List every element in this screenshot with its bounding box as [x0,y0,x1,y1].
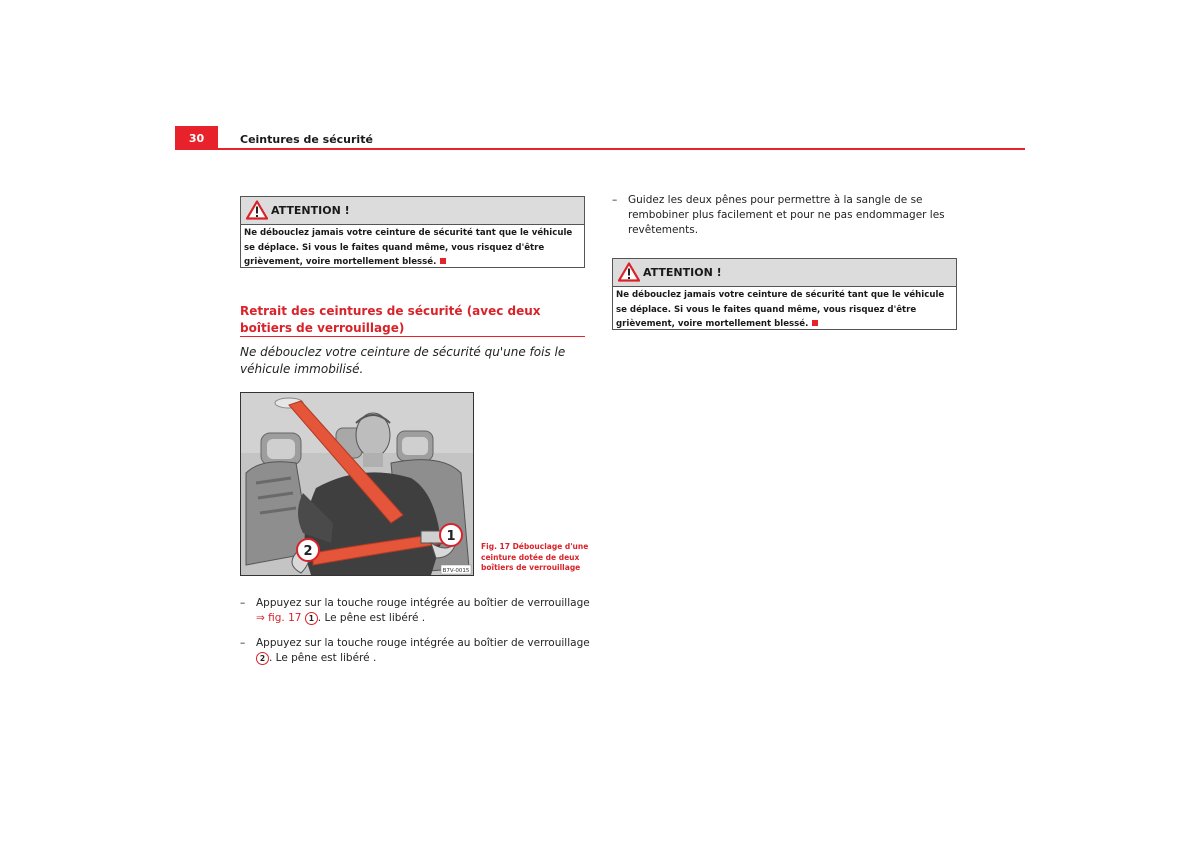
warning-header [241,197,584,225]
callout-ref-1: 1 [305,612,318,625]
figure-code: B7V-0015 [442,568,470,574]
section-heading: Retrait des ceintures de sécurité (avec deux boîtiers de verrouillage) [240,304,541,335]
warning-text-content: Ne débouclez jamais votre ceinture de sécurité tant que le véhicule se déplace. Si vous le faites quand même, vous risquez d'être grièvement, voire mortellement blessé. [244,228,573,267]
red-square-icon [440,258,446,264]
step-text: Appuyez sur la touche rouge intégrée au boîtier de verrouillage [256,597,590,609]
step-text-end: . Le pêne est libéré . [269,652,377,664]
step-dash: – [240,597,246,609]
warning-box-left [240,196,585,268]
step-dash: – [240,637,246,649]
seatbelt-illustration [240,392,474,576]
warning-text-content: Ne débouclez jamais votre ceinture de sécurité tant que le véhicule se déplace. Si vous le faites quand même, vous risquez d'être grièvement, voire mortellement blessé. [616,290,945,329]
warning-title: ATTENTION ! [271,204,350,217]
callout-2-label: 2 [303,544,313,559]
step-3 [612,193,957,238]
warning-text [613,287,956,334]
seatbelt-drawing [241,393,473,575]
section-intro: Ne débouclez votre ceinture de sécurité qu'une fois le véhicule immobilisé. [240,345,566,376]
figure-caption: Fig. 17 Débouclage d'une ceinture dotée de deux boîtiers de verrouillage [481,542,589,572]
step-text: Guidez les deux pênes pour permettre à la sangle de se rembobiner plus facilement et pour ne pas endommager les revêtements. [628,194,945,236]
step-dash: – [612,194,618,206]
figure-reference-link[interactable]: ⇒ fig. 17 [256,612,302,624]
step-2 [240,636,590,666]
red-square-icon [812,320,818,326]
chapter-title: Ceintures de sécurité [240,133,373,146]
warning-triangle-icon [246,200,268,220]
step-1 [240,596,590,626]
header-divider [175,148,1025,150]
section-divider [240,336,585,337]
warning-title: ATTENTION ! [643,266,722,279]
callout-1-label: 1 [446,529,456,544]
step-text-end: . Le pêne est libéré . [317,612,426,624]
warning-text [241,225,584,272]
warning-header [613,259,956,287]
page-number: 30 [175,126,218,149]
callout-ref-2: 2 [256,652,269,665]
step-text: Appuyez sur la touche rouge intégrée au boîtier de verrouillage [256,637,590,649]
warning-triangle-icon [618,262,640,282]
warning-box-right [612,258,957,330]
